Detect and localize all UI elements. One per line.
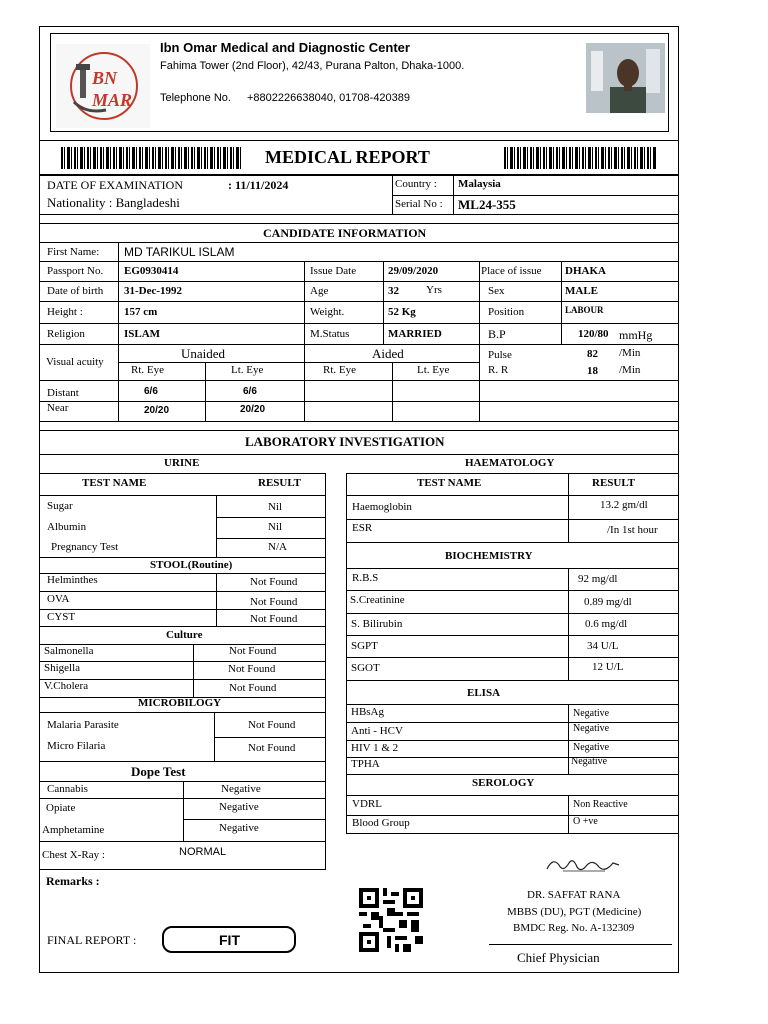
candidate-photo	[586, 43, 665, 113]
stool-line-c	[39, 609, 326, 610]
cand-vline-7	[392, 362, 393, 422]
urine-result-header: RESULT	[258, 477, 302, 489]
culture-row-3-name: V.Cholera	[44, 680, 89, 692]
pulse-unit: /Min	[619, 347, 641, 359]
stool-row-3-result: Not Found	[250, 613, 298, 625]
country-value: Malaysia	[458, 178, 501, 190]
dope-row-3-name: Amphetamine	[42, 824, 105, 836]
doctor-name: DR. SAFFAT RANA	[527, 889, 621, 901]
dope-top	[39, 761, 326, 762]
haem-row-1-result: 13.2 gm/dl	[600, 499, 648, 511]
elisa-line-d	[346, 757, 679, 758]
elisa-row-3-result: Negative	[573, 742, 610, 753]
elisa-vline	[568, 704, 569, 774]
issue-date-label: Issue Date	[310, 265, 357, 277]
sero-bottom	[346, 833, 679, 834]
sero-heading: SEROLOGY	[472, 777, 535, 789]
position-label: Position	[488, 306, 525, 318]
unaided-lt-eye: Lt. Eye	[231, 364, 264, 376]
dope-vline	[183, 781, 184, 841]
cand-hline-3	[39, 281, 679, 282]
culture-row-3-result: Not Found	[229, 682, 277, 694]
bio-row-1-name: R.B.S	[352, 572, 379, 584]
center-address: Fahima Tower (2nd Floor), 42/43, Purana Palton, Dhaka-1000.	[160, 60, 465, 72]
xray-top	[39, 841, 326, 842]
cand-hline-2	[39, 261, 679, 262]
barcode-right	[504, 147, 656, 169]
cand-vline-3	[383, 261, 384, 344]
bp-value: 120/80	[578, 328, 609, 340]
urine-row-1-result: Nil	[268, 501, 283, 513]
doctor-reg: BMDC Reg. No. A-132309	[513, 922, 635, 934]
pulse-value: 82	[587, 348, 598, 360]
issue-date-value: 29/09/2020	[388, 265, 439, 277]
near-lt-value: 20/20	[240, 404, 266, 415]
bio-vline	[568, 568, 569, 680]
stool-line-b	[39, 591, 326, 592]
culture-row-1-name: Salmonella	[44, 645, 94, 657]
stool-vline	[216, 573, 217, 626]
elisa-line-c	[346, 740, 679, 741]
visual-acuity-label: Visual acuity	[46, 356, 104, 368]
lab-heading: LABORATORY INVESTIGATION	[245, 434, 445, 449]
cand-hline-1	[39, 242, 679, 243]
lab-hline	[39, 454, 679, 455]
first-name-label: First Name:	[47, 246, 100, 258]
weight-value: 52 Kg	[388, 306, 416, 318]
culture-heading: Culture	[166, 629, 203, 641]
bio-line-b	[346, 590, 679, 591]
bio-row-3-name: S. Bilirubin	[351, 618, 403, 630]
bio-heading: BIOCHEMISTRY	[445, 550, 533, 562]
serial-label: Serial No :	[395, 198, 443, 210]
unaided-rt-eye: Rt. Eye	[131, 364, 164, 376]
urine-row-2-name: Albumin	[47, 521, 87, 533]
mstatus-label: M.Status	[310, 328, 350, 340]
svg-text:BN: BN	[92, 68, 118, 88]
bio-row-2-result: 0.89 mg/dl	[584, 596, 632, 608]
cand-hline-6	[39, 344, 679, 345]
sero-row-1-name: VDRL	[352, 798, 382, 810]
signature-line	[489, 944, 672, 945]
stool-row-1-name: Helminthes	[47, 574, 98, 586]
haem-heading: HAEMATOLOGY	[465, 457, 555, 469]
sero-row-2-name: Blood Group	[352, 817, 410, 829]
exam-date-value: : 11/11/2024	[228, 178, 289, 192]
report-title: MEDICAL REPORT	[265, 147, 430, 167]
lab-hline-3	[346, 473, 679, 474]
sero-line-a	[346, 795, 679, 796]
micro-heading: MICROBILOGY	[138, 697, 222, 709]
haem-test-name-header: TEST NAME	[417, 477, 482, 489]
culture-row-1-result: Not Found	[229, 645, 277, 657]
haem-row-1-name: Haemoglobin	[352, 501, 412, 513]
bio-row-1-result: 92 mg/dl	[578, 573, 618, 585]
mstatus-value: MARRIED	[388, 328, 442, 340]
urine-line-b	[216, 517, 326, 518]
place-label: Place of issue	[481, 265, 542, 277]
haem-row-2-result: /In 1st hour	[607, 524, 658, 536]
cand-hline-9	[39, 401, 679, 402]
aided-lt-eye: Lt. Eye	[417, 364, 450, 376]
dope-row-3-result: Negative	[219, 822, 259, 834]
unaided-label: Unaided	[181, 346, 226, 361]
first-name-value: MD TARIKUL ISLAM	[124, 245, 235, 259]
candidate-heading: CANDIDATE INFORMATION	[263, 226, 427, 240]
pulse-label: Pulse	[488, 349, 512, 361]
qr-code-icon	[359, 888, 423, 952]
remarks-label: Remarks :	[46, 874, 100, 888]
religion-value: ISLAM	[124, 328, 161, 340]
dope-row-2-name: Opiate	[46, 802, 76, 814]
aided-rt-eye: Rt. Eye	[323, 364, 356, 376]
age-unit: Yrs	[426, 284, 442, 296]
cand-vline-4	[479, 261, 480, 422]
haem-line-b	[346, 519, 679, 520]
haem-row-2-name: ESR	[352, 522, 373, 534]
bp-label: B.P	[488, 327, 506, 341]
religion-label: Religion	[47, 328, 85, 340]
cand-hline-8	[39, 380, 679, 381]
exam-hline	[392, 195, 679, 196]
haem-vline	[568, 473, 569, 542]
cand-vline-5	[561, 261, 562, 344]
stool-top	[39, 557, 326, 558]
phone-label: Telephone No.	[160, 92, 231, 104]
dob-label: Date of birth	[47, 285, 104, 297]
urine-row-3-name: Pregnancy Test	[51, 541, 119, 553]
culture-row-2-result: Not Found	[228, 663, 276, 675]
urine-test-name-header: TEST NAME	[82, 477, 147, 489]
final-report-label: FINAL REPORT :	[47, 933, 137, 947]
dope-row-2-result: Negative	[219, 801, 259, 813]
bio-line-e	[346, 657, 679, 658]
elisa-row-3-name: HIV 1 & 2	[351, 742, 399, 754]
left-col-right-border	[325, 473, 326, 870]
place-value: DHAKA	[565, 265, 606, 277]
elisa-row-2-result: Negative	[573, 723, 610, 734]
haem-line-a	[346, 495, 679, 496]
stool-row-2-result: Not Found	[250, 596, 298, 608]
elisa-row-4-result: Negative	[571, 756, 608, 767]
urine-heading: URINE	[164, 457, 200, 469]
xray-label: Chest X-Ray :	[42, 849, 105, 861]
aided-label: Aided	[372, 346, 404, 361]
dope-row-1-result: Negative	[221, 783, 261, 795]
rr-unit: /Min	[619, 364, 641, 376]
sero-line-b	[346, 815, 679, 816]
passport-value: EG0930414	[124, 265, 179, 277]
final-report-value: FIT	[219, 932, 240, 948]
sero-top	[346, 774, 679, 775]
bio-row-3-result: 0.6 mg/dl	[585, 618, 628, 630]
nationality: Nationality : Bangladeshi	[47, 195, 180, 210]
sero-row-2-result: O +ve	[573, 816, 598, 827]
dope-row-1-name: Cannabis	[47, 783, 88, 795]
bio-line-c	[346, 613, 679, 614]
stool-row-1-result: Not Found	[250, 576, 298, 588]
stool-row-2-name: OVA	[47, 593, 70, 605]
weight-label: Weight.	[310, 306, 345, 318]
bio-row-5-result: 12 U/L	[592, 661, 624, 673]
dob-value: 31-Dec-1992	[124, 285, 183, 297]
urine-row-3-result: N/A	[268, 541, 287, 553]
urine-line-c	[216, 538, 326, 539]
urine-row-2-result: Nil	[268, 521, 283, 533]
phone-value: +8802226638040, 01708-420389	[247, 92, 411, 104]
near-label: Near	[47, 402, 69, 414]
bio-top	[346, 542, 679, 543]
rr-value: 18	[587, 365, 598, 377]
elisa-top	[346, 680, 679, 681]
height-value: 157 cm	[124, 306, 158, 318]
micro-row-2-name: Micro Filaria	[47, 740, 106, 752]
bp-unit: mmHg	[619, 328, 653, 342]
micro-row-2-result: Not Found	[248, 742, 296, 754]
xray-value: NORMAL	[179, 846, 227, 858]
cand-hline-7	[118, 362, 479, 363]
clinic-logo	[56, 44, 150, 128]
culture-top	[39, 626, 326, 627]
right-col-left-border	[346, 473, 347, 833]
passport-label: Passport No.	[47, 265, 104, 277]
doctor-signature	[543, 855, 623, 877]
distant-lt-value: 6/6	[243, 386, 257, 397]
distant-rt-value: 6/6	[144, 386, 158, 397]
urine-row-1-name: Sugar	[47, 500, 73, 512]
urine-vline	[216, 495, 217, 557]
bio-row-4-result: 34 U/L	[587, 640, 619, 652]
urine-line-a	[39, 495, 326, 496]
lab-top-line	[39, 430, 679, 431]
distant-label: Distant	[47, 387, 79, 399]
sex-value: MALE	[565, 285, 598, 297]
doctor-title: Chief Physician	[517, 950, 600, 965]
elisa-line-b	[346, 722, 679, 723]
cand-vline-2	[304, 261, 305, 422]
bio-row-5-name: SGOT	[351, 662, 380, 674]
culture-line-b	[39, 661, 326, 662]
xray-bottom	[39, 869, 326, 870]
culture-vline	[193, 644, 194, 697]
serial-value: ML24-355	[458, 197, 516, 212]
rr-label: R. R	[488, 364, 509, 376]
height-label: Height :	[47, 306, 83, 318]
country-label: Country :	[395, 178, 437, 190]
stool-row-3-name: CYST	[47, 611, 76, 623]
age-value: 32	[388, 285, 399, 297]
sero-vline	[568, 795, 569, 833]
dope-line-b	[39, 798, 326, 799]
cand-vline-6	[205, 362, 206, 422]
bio-row-4-name: SGPT	[351, 640, 378, 652]
bio-line-a	[346, 568, 679, 569]
cand-hline-5	[39, 323, 679, 324]
doctor-degree: MBBS (DU), PGT (Medicine)	[507, 906, 642, 918]
dope-line-c	[183, 819, 326, 820]
barcode-left	[61, 147, 241, 169]
center-name: Ibn Omar Medical and Diagnostic Center	[160, 40, 410, 55]
dope-heading: Dope Test	[131, 764, 186, 779]
position-value: LABOUR	[565, 305, 604, 315]
haem-result-header: RESULT	[592, 477, 636, 489]
elisa-heading: ELISA	[467, 687, 501, 699]
sex-label: Sex	[488, 285, 505, 297]
bio-line-d	[346, 635, 679, 636]
sero-row-1-result: Non Reactive	[573, 799, 628, 810]
lab-hline-2	[39, 473, 326, 474]
elisa-row-1-name: HBsAg	[351, 706, 385, 718]
exam-date-label: DATE OF EXAMINATION	[47, 178, 183, 192]
elisa-row-4-name: TPHA	[351, 758, 380, 770]
elisa-row-2-name: Anti - HCV	[351, 725, 403, 737]
cand-vline-1	[118, 242, 119, 422]
micro-line-a	[39, 712, 326, 713]
elisa-row-1-result: Negative	[573, 708, 610, 719]
age-label: Age	[310, 285, 329, 297]
culture-row-2-name: Shigella	[44, 662, 81, 674]
svg-text:MAR: MAR	[92, 90, 133, 110]
micro-line-b	[214, 737, 326, 738]
stool-heading: STOOL(Routine)	[150, 559, 233, 571]
micro-row-1-result: Not Found	[248, 719, 296, 731]
micro-row-1-name: Malaria Parasite	[47, 719, 119, 731]
cand-hline-4	[39, 301, 679, 302]
near-rt-value: 20/20	[144, 405, 170, 416]
elisa-line-a	[346, 704, 679, 705]
bio-row-2-name: S.Creatinine	[350, 594, 405, 606]
